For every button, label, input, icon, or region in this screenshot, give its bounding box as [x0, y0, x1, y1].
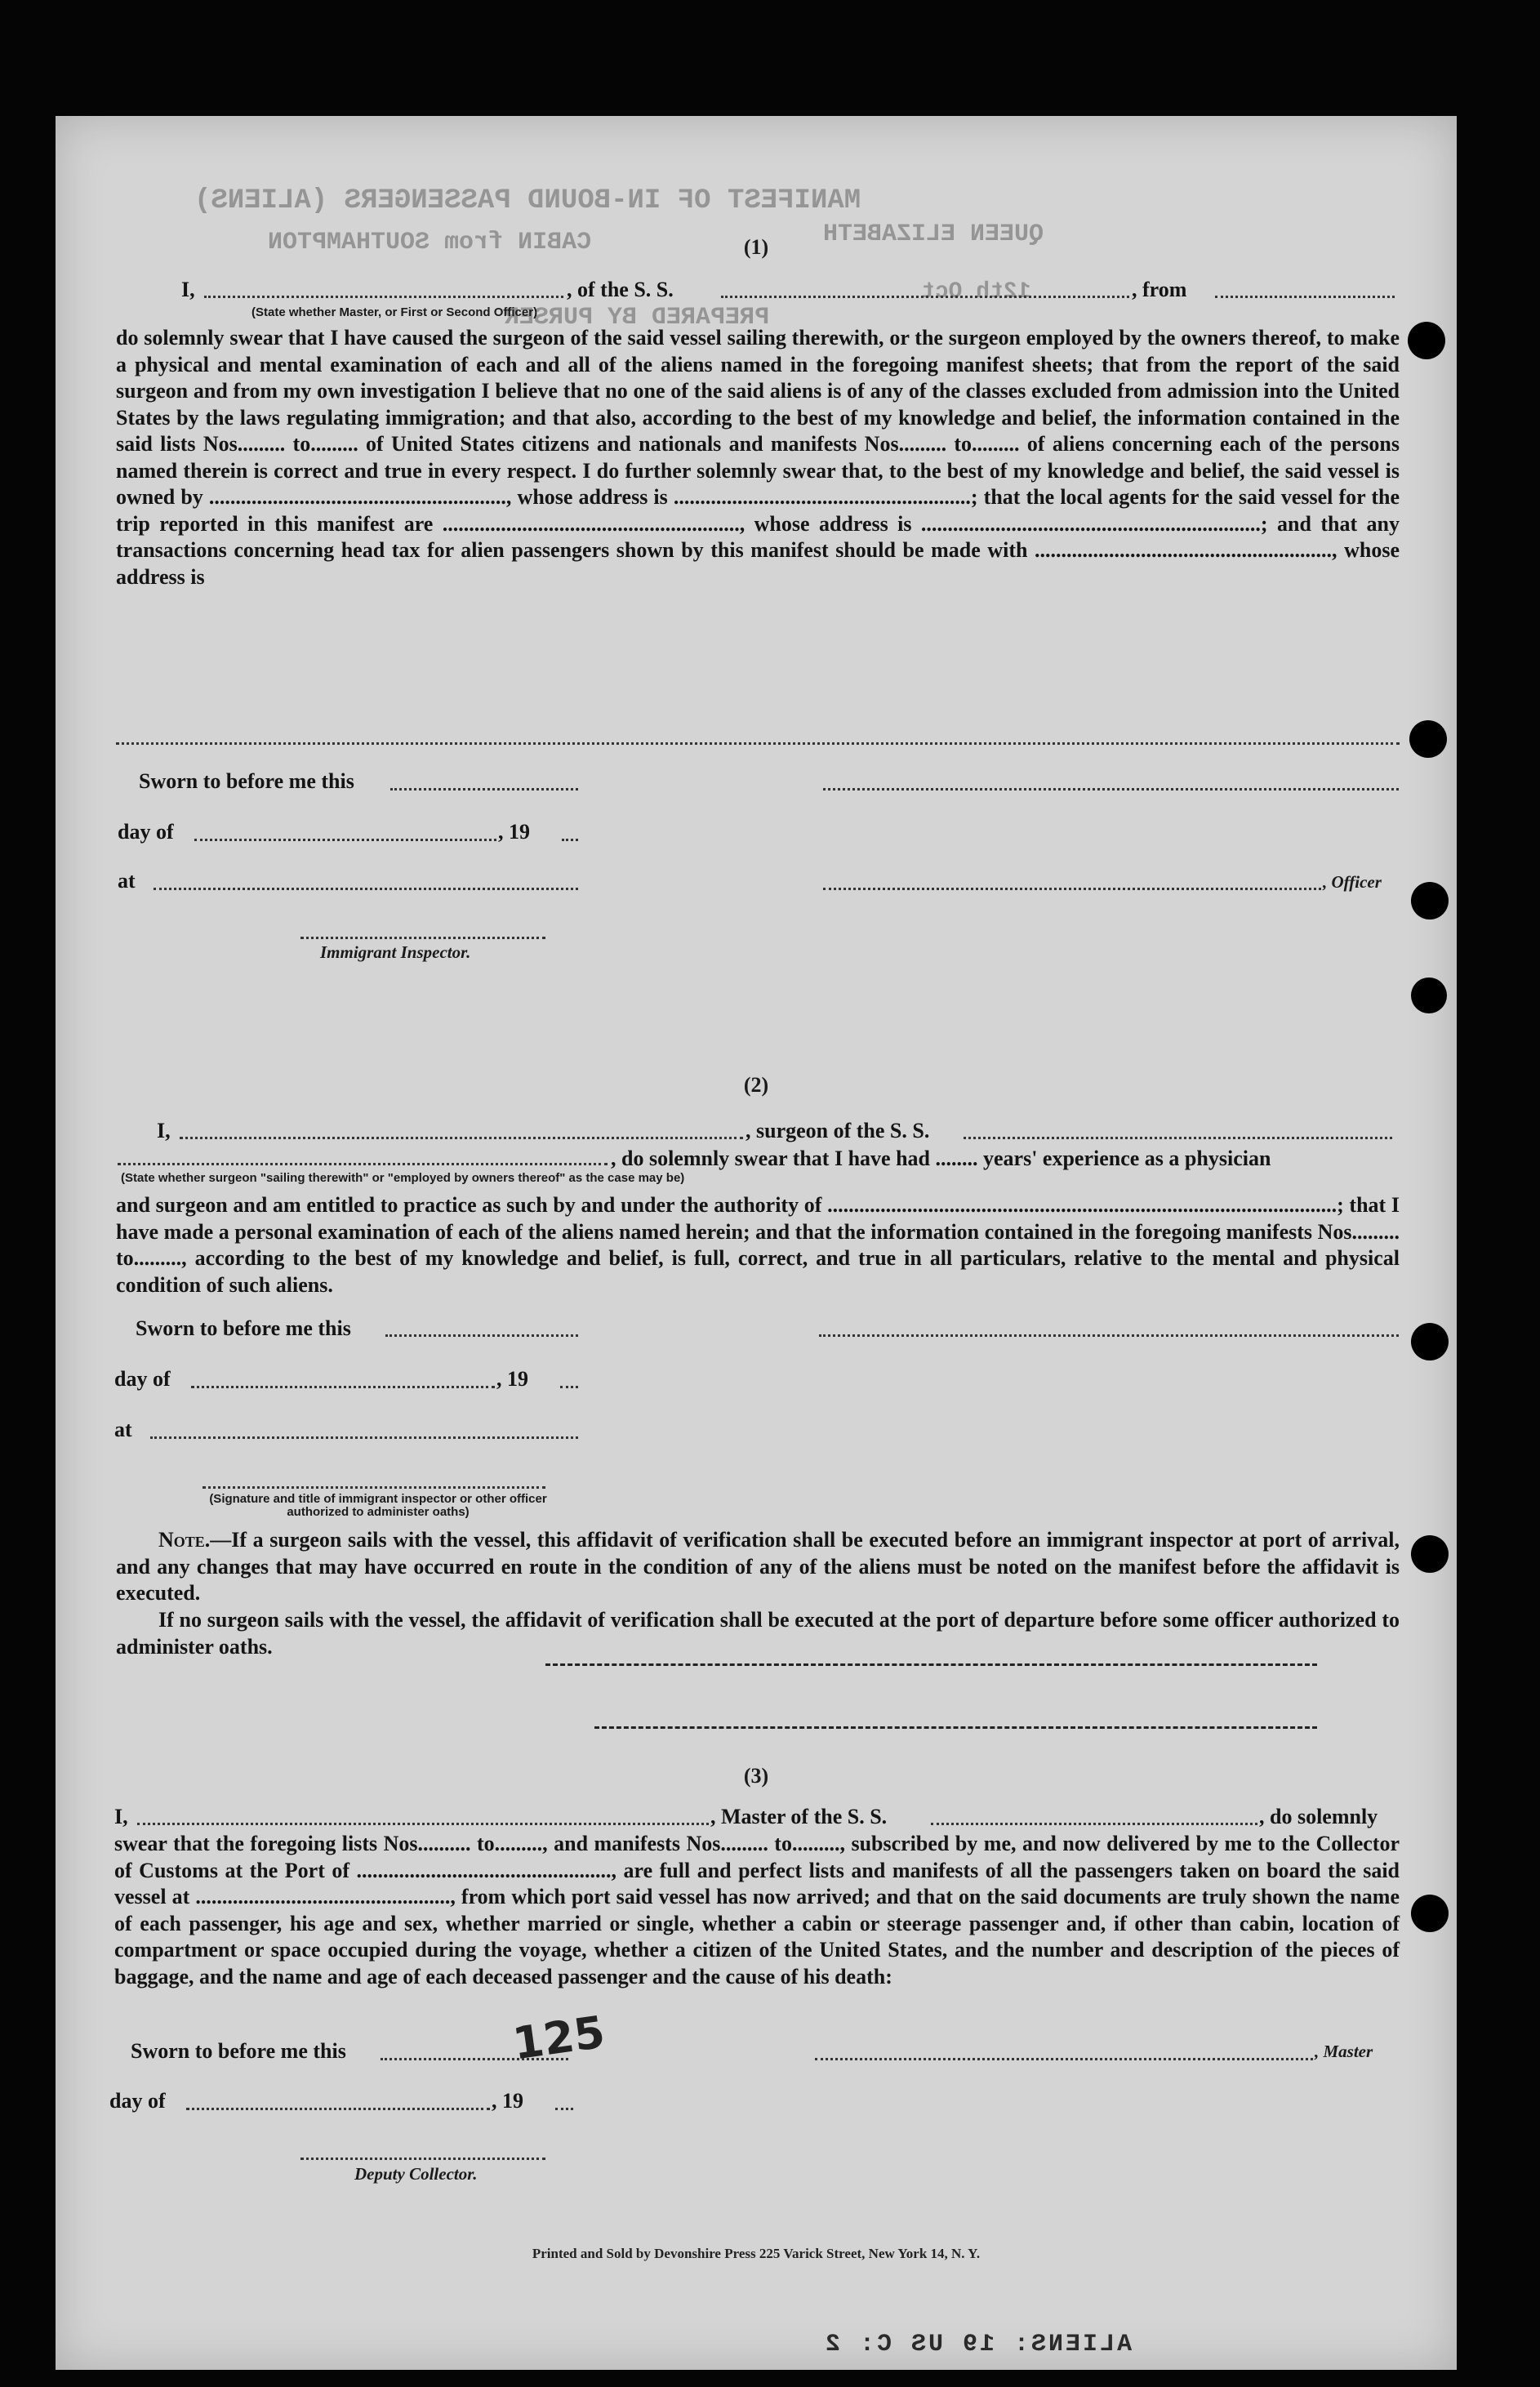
s2-sworn-label: Sworn to before me this [136, 1316, 351, 1340]
s2-note-2: If no surgeon sails with the vessel, the affidavit of verification shall be executed at the port of departure before some officer authorized to administer oaths. [116, 1608, 1400, 1659]
s2-dash-line-2 [594, 1726, 1317, 1729]
s1-ship-line [721, 296, 1129, 298]
s1-sworn-label: Sworn to before me this [139, 769, 354, 793]
s2-dash-line-1 [545, 1663, 1317, 1666]
s3-ship-label: , Master of the S. S. [710, 1805, 888, 1828]
s2-ship-label: , surgeon of the S. S. [746, 1119, 930, 1142]
s1-from-line [1215, 296, 1395, 298]
ghost-subtitle: CABIN from SOUTHAMPTON [268, 229, 592, 256]
s1-hint: (State whether Master, or First or Second Officer) [251, 305, 538, 319]
s2-i-label: I, [157, 1119, 171, 1142]
s1-day-line [194, 839, 496, 841]
section-3-number: (3) [743, 1764, 769, 1788]
s3-sworn-label: Sworn to before me this [131, 2039, 346, 2063]
s2-experience-line: , do solemnly swear that I have had ........ years' experience as a physician [611, 1147, 1271, 1170]
s3-day-line [186, 2108, 490, 2110]
s1-oath-paragraph: do solemnly swear that I have caused the surgeon of the said vessel sailing therewith, or the surgeon employed by the owners thereof, to make a physical and mental examination of each and all of the aliens named in the foregoing manifest sheets; that from the report of the said surgeon and from my own investigation I believe that no one of the said aliens is of any of the classes excluded from admission into the United States by the laws regulating immigration; and that also, according to the best of my knowledge and belief, the information contained in the said lists Nos......... to......... of United States citizens and nationals and manifests Nos......... to......... of aliens concerning each of the persons named therein is correct and true in every respect. I do further solemnly swear that, to the best of my knowledge and belief, the said vessel is owned by ........................................................, whose address is ........................................................; that the local agents for the said vessel for the trip reported in this manifest are ........................................................, whose address is ................................................................; and that any transactions concerning head tax for alien passengers shown by this manifest should be made with ........................................................, whose address is [116, 326, 1400, 589]
s2-ship-line [964, 1137, 1392, 1139]
s3-solemnly-label: , do solemnly [1259, 1805, 1378, 1828]
binder-hole [1409, 720, 1447, 758]
ghost-title: MANIFEST OF IN-BOUND PASSENGERS (ALIENS) [194, 185, 861, 216]
footer-stamp: ALIENS: 19 US C: 2 [823, 2331, 1133, 2358]
s1-sworn-line [390, 788, 578, 790]
s1-officer-label: , Officer [1323, 872, 1382, 892]
s2-at-line [150, 1436, 578, 1439]
s3-day-label: day of [109, 2089, 166, 2113]
s3-oath-paragraph: swear that the foregoing lists Nos.......... to........., and manifests Nos......... to........., subscribed by me, and now delivered by me to the Collector of Customs at the Port of ................................................, are full and perfect lists and manifests of all the passengers taken on board the said vessel at ................................................, from which port said vessel has now arrived; and that on the said documents are truly shown the name of each passenger, his age and sex, whether married or single, whether a cabin or steerage passenger and, if other than cabin, location of compartment or space occupied during the voyage, whether a citizen of the United States, and the number and description of the pieces of baggage, and the name and age of each deceased passenger and the cause of his death: [114, 1832, 1400, 1988]
s1-year-line [562, 839, 578, 841]
s2-role-line [118, 1163, 608, 1165]
s1-address-line [116, 742, 1400, 745]
binder-hole [1411, 882, 1449, 920]
s3-year-line [555, 2108, 573, 2110]
s1-officer-line [823, 888, 1321, 890]
ghost-ship: QUEEN ELIZABETH [823, 220, 1044, 248]
section-1-number: (1) [743, 235, 769, 259]
s3-collector-label: Deputy Collector. [354, 2164, 478, 2184]
printer-line: Printed and Sold by Devonshire Press 225 Varick Street, New York 14, N. Y. [532, 2246, 981, 2261]
s2-note-1-text: —If a surgeon sails with the vessel, this affidavit of verification shall be executed before an immigrant inspector at port of arrival, and any changes that may have occurred en route in the condition of any of the aliens must be noted on the manifest before the affidavit is executed. [116, 1528, 1400, 1605]
binder-hole [1411, 1535, 1449, 1573]
s1-day-label: day of [118, 820, 174, 844]
manifest-sheet [56, 116, 1457, 2370]
s2-name-line [180, 1137, 743, 1139]
ghost-date: 12th Oct [921, 279, 1031, 305]
section-2-number: (2) [743, 1073, 769, 1097]
s2-note-1 [116, 1527, 1400, 1607]
s3-i-label: I, [114, 1805, 128, 1828]
binder-hole [1411, 1895, 1449, 1932]
s2-signature-line [819, 1334, 1399, 1337]
s3-ship-line [931, 1823, 1257, 1825]
s2-day-label: day of [114, 1367, 171, 1391]
s3-collector-line [300, 2158, 545, 2160]
ghost-purser: PREPARED BY PURSER [505, 304, 770, 332]
s1-name-line [204, 296, 563, 298]
s2-at-label: at [114, 1418, 132, 1441]
s1-inspector-line [300, 937, 545, 939]
binder-hole [1411, 978, 1447, 1013]
s2-sworn-line [385, 1334, 578, 1337]
s2-year-label: , 19 [496, 1367, 528, 1391]
s1-signature-line [823, 788, 1399, 790]
s1-i-label: I, [181, 278, 195, 301]
s2-oath-paragraph: and surgeon and am entitled to practice as such by and under the authority of ................................................................................................; that I have made a personal examination of each of the aliens named herein; and that the information contained in the foregoing manifests Nos......... to........., according to the best of my knowledge and belief, is full, correct, and true in all particulars, relative to the mental and physical condition of such aliens. [116, 1193, 1400, 1297]
binder-hole [1408, 322, 1445, 359]
s2-signature-title-line [203, 1486, 545, 1489]
s2-signature-hint: (Signature and title of immigrant inspector or other officer authorized to administer oaths) [209, 1492, 547, 1519]
binder-hole [1411, 1323, 1449, 1361]
s3-signature-line [815, 2058, 1313, 2060]
s3-master-label: , Master [1315, 2042, 1373, 2061]
s1-at-line [154, 888, 578, 890]
s1-inspector-label: Immigrant Inspector. [320, 942, 471, 962]
s3-handwritten-number: 125 [510, 2006, 608, 2070]
s1-year-label: , 19 [498, 820, 530, 844]
s2-day-line [191, 1386, 495, 1388]
s3-year-label: , 19 [492, 2089, 523, 2113]
s1-ship-label: , of the S. S. [567, 278, 674, 301]
s3-name-line [137, 1823, 709, 1825]
s2-hint: (State whether surgeon "sailing therewith" or "employed by owners thereof" as the case may be) [121, 1171, 685, 1185]
s1-from-label: , from [1132, 278, 1187, 301]
s2-note-label: Note. [158, 1528, 211, 1552]
s2-year-line [560, 1386, 578, 1388]
s1-at-label: at [118, 869, 136, 893]
